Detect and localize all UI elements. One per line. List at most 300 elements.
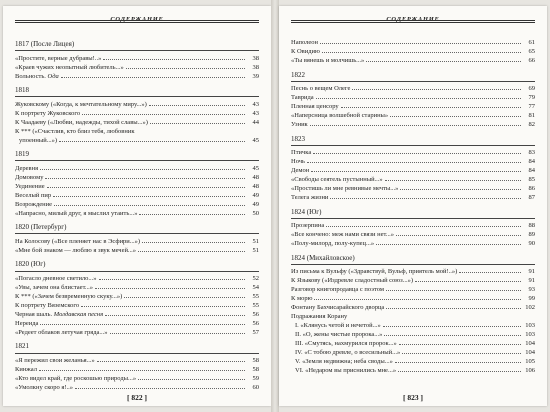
toc-entry <box>15 72 259 81</box>
entry-page-number: 54 <box>252 283 259 291</box>
entry-title <box>291 84 350 93</box>
toc-entry <box>291 193 535 202</box>
entry-page-number: 106 <box>525 367 535 375</box>
entry-title <box>291 339 397 348</box>
toc-section <box>15 40 259 81</box>
entry-title-text: Нереида <box>15 319 39 327</box>
entry-page-number: 91 <box>528 277 535 285</box>
toc-section <box>15 342 259 392</box>
entry-title-italic: Ода <box>47 72 59 80</box>
entry-title <box>291 239 374 248</box>
entry-page-number: 103 <box>525 322 535 330</box>
entry-page-number: 52 <box>252 274 259 282</box>
entry-page-number: 45 <box>252 136 259 144</box>
entry-title-text: К портрету Жуковского <box>15 109 81 117</box>
entry-title-text: упоенный...») <box>19 136 58 144</box>
entry-page-number: 90 <box>528 240 535 248</box>
entry-title <box>291 312 347 321</box>
page-number: [ 822 ] <box>127 393 147 402</box>
section-rule <box>15 160 259 161</box>
running-header <box>279 8 547 26</box>
entry-title <box>15 246 136 255</box>
entry-title <box>291 267 457 276</box>
entry-title <box>15 301 79 310</box>
entry-page-number: 57 <box>252 328 259 336</box>
entry-title-text: Жуковскому («Когда, к мечтательному миру...») <box>15 100 147 108</box>
toc-entry <box>291 330 535 339</box>
entry-page-number: 69 <box>528 85 535 93</box>
entry-title <box>15 100 147 109</box>
dot-leader <box>40 324 245 325</box>
toc-section <box>15 260 259 337</box>
entry-title-text: Телега жизни <box>291 194 329 202</box>
dot-leader <box>314 299 521 300</box>
toc-entry <box>291 285 535 294</box>
entry-page-number: 58 <box>252 356 259 364</box>
entry-title <box>291 175 383 184</box>
entry-title-text: III. «Смутясь, нахмурился пророк...» <box>295 340 397 348</box>
section-year-heading: 1818 <box>15 86 29 95</box>
dot-leader <box>126 68 245 69</box>
dot-leader <box>103 59 245 60</box>
section-rule <box>291 81 535 82</box>
dot-leader <box>310 125 521 126</box>
entry-page-number: 77 <box>528 103 535 111</box>
toc-entry <box>291 294 535 303</box>
entry-title-text: «Ты вянешь и молчишь...» <box>291 57 365 64</box>
toc-entry <box>15 173 259 182</box>
toc-entry <box>15 209 259 218</box>
entry-title-text: VI. «Недаром вы приснились мне...» <box>295 367 397 375</box>
entry-page-number: 39 <box>252 72 259 80</box>
entry-page-number: 99 <box>528 295 535 303</box>
entry-title <box>15 173 43 182</box>
toc-entry <box>291 102 535 111</box>
entry-page-number: 104 <box>525 349 535 357</box>
dot-leader <box>459 272 521 273</box>
toc-entry <box>291 348 535 357</box>
toc-entry <box>15 246 259 255</box>
toc-entry <box>291 120 535 129</box>
dot-leader <box>415 281 521 282</box>
toc-entry <box>291 339 535 348</box>
entry-title-text: Демон <box>291 167 310 175</box>
entry-title <box>15 63 124 72</box>
entry-page-number: 105 <box>525 358 535 366</box>
entry-title-text: К Языкову («Издревле сладостный союз...») <box>291 277 414 285</box>
entry-title <box>15 72 59 81</box>
entry-title <box>291 184 398 193</box>
dot-leader <box>366 61 521 62</box>
toc-section <box>291 135 535 203</box>
header-rule <box>15 20 259 21</box>
entry-page-number: 84 <box>528 167 535 175</box>
entry-title <box>291 166 309 175</box>
dot-leader <box>105 315 245 316</box>
entry-page-number: 43 <box>252 100 259 108</box>
entry-title <box>291 348 400 357</box>
entry-page-number: 51 <box>252 246 259 254</box>
entry-page-number: 55 <box>252 301 259 309</box>
dot-leader <box>142 242 245 243</box>
dot-leader <box>61 77 245 78</box>
entry-page-number: 86 <box>528 185 535 193</box>
dot-leader <box>40 169 245 170</box>
entry-title <box>291 157 305 166</box>
entry-title <box>291 330 382 339</box>
entry-page-number: 58 <box>252 365 259 373</box>
entry-page-number: 50 <box>252 209 259 217</box>
entry-title-text: «Наперсница волшебной старины» <box>291 112 389 120</box>
dot-leader <box>352 89 521 90</box>
entry-title <box>291 93 314 102</box>
entry-title-text: II. «О, жены чистые пророка...» <box>295 331 383 339</box>
toc-entry <box>15 63 259 72</box>
entry-title-text: К портрету Вяземского <box>15 301 80 309</box>
toc-entry <box>15 200 259 209</box>
toc-entry <box>291 312 535 321</box>
dot-leader <box>400 189 521 190</box>
header-rule <box>291 20 535 21</box>
toc-section <box>291 254 535 376</box>
entry-title-text: «Свободы сеятель пустынный...» <box>291 176 383 184</box>
dot-leader <box>99 279 245 280</box>
toc-entry <box>291 221 535 230</box>
toc-entry <box>291 166 535 175</box>
toc-entry <box>15 365 259 374</box>
entry-page-number: 56 <box>252 319 259 327</box>
toc-entry <box>15 319 259 328</box>
entry-page-number: 49 <box>252 200 259 208</box>
section-year-heading: 1817 (После Лицея) <box>15 40 75 48</box>
entry-title-text: Черная шаль. <box>15 310 54 318</box>
entry-page-number: 59 <box>252 374 259 382</box>
book-gutter <box>271 0 279 412</box>
dot-leader <box>124 297 245 298</box>
entry-title <box>15 127 134 136</box>
dot-leader <box>39 370 245 371</box>
entry-page-number: 83 <box>528 149 535 157</box>
toc-entry <box>291 366 535 375</box>
entry-title-text: «Кто видел край, где роскошью природы...» <box>15 374 137 382</box>
section-year-heading: 1823 <box>291 134 305 143</box>
toc-entry <box>15 54 259 63</box>
dot-leader <box>402 353 521 354</box>
toc-entry <box>291 93 535 102</box>
toc-section <box>15 86 259 145</box>
dot-leader <box>395 362 521 363</box>
toc-entry <box>15 274 259 283</box>
dot-leader <box>75 388 245 389</box>
entry-title <box>15 182 45 191</box>
header-rule <box>15 22 259 23</box>
toc-entry <box>15 356 259 365</box>
entry-title-text: V. «Земля недвижна; неба своды...» <box>295 358 393 366</box>
toc-entry <box>15 292 259 301</box>
entry-title-text: «Простите, верные дубравы!..» <box>15 54 102 62</box>
toc-entry <box>291 184 535 193</box>
running-header-title: СОДЕРЖАНИЕ <box>386 16 440 23</box>
entry-page-number: 88 <box>528 222 535 230</box>
entry-page-number: 45 <box>252 164 259 172</box>
toc-entry <box>291 111 535 120</box>
dot-leader <box>383 326 521 327</box>
entry-title <box>15 292 122 301</box>
toc-entry <box>291 230 535 239</box>
entry-title-text: «Краев чужих неопытный любитель...» <box>15 63 124 71</box>
entry-title <box>15 365 37 374</box>
dot-leader <box>384 335 521 336</box>
entry-title-text: Из письма к Вульфу («Здравствуй, Вульф, приятель мой!..») <box>291 268 458 276</box>
dot-leader <box>307 162 521 163</box>
entry-title-text: «Напрасно, милый друг, я мыслил утаить...» <box>15 209 138 217</box>
toc-entry <box>291 303 535 312</box>
entry-title <box>15 136 57 145</box>
dot-leader <box>81 306 245 307</box>
entry-title-text: «Я пережил свои желанья...» <box>15 356 95 364</box>
toc-entry <box>15 283 259 292</box>
entry-title-text: Уединение <box>15 182 45 190</box>
toc-entry <box>15 191 259 200</box>
section-year-heading: 1824 (Юг) <box>291 207 322 216</box>
dot-leader <box>341 107 521 108</box>
entry-page-number: 66 <box>528 57 535 64</box>
entry-title <box>291 276 413 285</box>
toc-entry <box>15 182 259 191</box>
entry-page-number: 38 <box>252 54 259 62</box>
dot-leader <box>110 333 245 334</box>
entry-title <box>15 191 51 200</box>
toc-entry <box>15 118 259 127</box>
section-rule <box>291 264 535 265</box>
entry-title-text: I. «Клянусь четой и нечетой...» <box>295 322 381 330</box>
entry-title-text: Песнь о вещем Олеге <box>291 85 351 93</box>
entry-title <box>15 54 101 63</box>
entry-title-text: «Все кончено: меж нами связи нет...» <box>291 231 394 239</box>
entry-title-text: «Редеет облаков летучая гряда...» <box>15 328 108 336</box>
entry-title-text: К морю <box>291 295 313 303</box>
entry-page-number: 81 <box>528 112 535 120</box>
dot-leader <box>82 114 245 115</box>
left-page <box>3 6 271 406</box>
section-year-heading: 1820 (Юг) <box>15 260 46 269</box>
dot-leader <box>390 116 521 117</box>
entry-title-text: Веселый пир <box>15 191 52 199</box>
entry-title-text: Кинжал <box>15 365 37 373</box>
dot-leader <box>138 251 245 252</box>
entry-title <box>291 221 324 230</box>
entry-page-number: 44 <box>252 118 259 126</box>
entry-title-text: Птичка <box>291 149 312 157</box>
running-header <box>3 8 271 26</box>
entry-title <box>291 321 381 330</box>
dot-leader <box>139 214 245 215</box>
dot-leader <box>53 196 245 197</box>
entry-title <box>15 283 93 292</box>
entry-title <box>15 319 38 328</box>
dot-leader <box>398 371 521 372</box>
dot-leader <box>386 290 521 291</box>
dot-leader <box>316 98 521 99</box>
entry-title-text: Подражания Корану <box>291 313 348 321</box>
entry-title-text: Ночь <box>291 158 306 166</box>
toc-entry <box>291 239 535 248</box>
toc-entry <box>291 84 535 93</box>
toc-entry <box>15 127 259 136</box>
section-rule <box>15 96 259 97</box>
entry-title <box>15 237 140 246</box>
contents-list <box>15 40 259 397</box>
entry-title <box>15 200 52 209</box>
entry-title <box>15 356 95 365</box>
entry-title <box>291 148 311 157</box>
entry-title-text: Фонтану Бахчисарайского дворца <box>291 304 385 312</box>
toc-entry <box>291 357 535 366</box>
entry-title-text: «Полу-милорд, полу-купец...» <box>291 240 375 248</box>
toc-entry <box>15 164 259 173</box>
entry-title <box>15 274 97 283</box>
section-year-heading: 1820 (Петербург) <box>15 223 67 232</box>
entry-page-number: 103 <box>525 331 535 339</box>
dot-leader <box>330 198 521 199</box>
entry-page-number: 61 <box>528 39 535 46</box>
entry-title <box>15 383 73 392</box>
dot-leader <box>47 187 245 188</box>
entry-page-number: 87 <box>528 194 535 202</box>
toc-entry <box>291 321 535 330</box>
entry-page-number: 102 <box>525 304 535 312</box>
toc-entry <box>15 100 259 109</box>
entry-title-text: «Простишь ли мне ревнивые мечты...» <box>291 185 399 193</box>
entry-title-italic: Молдавская песня <box>53 310 104 318</box>
section-year-heading: 1819 <box>15 150 29 159</box>
entry-title <box>291 193 328 202</box>
toc-entry <box>15 301 259 310</box>
dot-leader <box>322 52 521 53</box>
toc-entry <box>15 136 259 145</box>
toc-entry <box>291 56 535 65</box>
entry-title <box>15 164 38 173</box>
entry-title-text: Домовому <box>15 173 44 181</box>
toc-section <box>291 208 535 249</box>
dot-leader <box>326 226 521 227</box>
entry-page-number: 79 <box>528 94 535 102</box>
section-rule <box>291 145 535 146</box>
dot-leader <box>45 178 245 179</box>
entry-title-text: «Умолкну скоро я!..» <box>15 383 74 391</box>
section-rule <box>15 50 259 51</box>
toc-section <box>15 223 259 255</box>
toc-entry <box>15 374 259 383</box>
entry-title <box>15 310 103 319</box>
toc-entry <box>291 276 535 285</box>
section-year-heading: 1821 <box>15 342 29 351</box>
section-year-heading: 1822 <box>291 70 305 79</box>
toc-entry <box>291 38 535 47</box>
entry-page-number: 49 <box>252 191 259 199</box>
entry-title <box>15 374 136 383</box>
entry-title-text: Пленная ценсору <box>291 103 339 111</box>
dot-leader <box>386 308 521 309</box>
entry-page-number: 38 <box>252 63 259 71</box>
toc-entry <box>291 148 535 157</box>
entry-title-text: Разговор книгопродавца с поэтом <box>291 286 384 294</box>
entry-title <box>15 209 137 218</box>
entry-title-text: К *** («Зачем безвременную скуку...») <box>15 292 123 300</box>
entry-title <box>291 357 393 366</box>
entry-title <box>291 294 312 303</box>
toc-entry <box>291 267 535 276</box>
entry-page-number: 65 <box>528 48 535 55</box>
running-header-title: СОДЕРЖАНИЕ <box>110 16 164 23</box>
toc-section <box>291 71 535 130</box>
entry-page-number: 60 <box>252 383 259 391</box>
entry-title <box>291 303 384 312</box>
entry-title-text: Вольность. <box>15 72 48 80</box>
entry-title-text: Прозерпина <box>291 222 325 230</box>
entry-title <box>291 366 396 375</box>
toc-section <box>15 150 259 218</box>
entry-title <box>291 285 384 294</box>
dot-leader <box>320 43 521 44</box>
entry-title-text: «Погасло дневное светило...» <box>15 274 97 282</box>
entry-title-text: К *** («Счастлив, кто близ тебя, любовник <box>15 127 135 135</box>
toc-entry <box>15 383 259 392</box>
section-rule <box>291 218 535 219</box>
toc-entry <box>15 109 259 118</box>
toc-entry <box>15 328 259 337</box>
toc-entry <box>291 175 535 184</box>
entry-title <box>291 111 388 120</box>
dot-leader <box>150 123 245 124</box>
entry-page-number: 82 <box>528 121 535 129</box>
page-number: [ 823 ] <box>403 393 423 402</box>
section-year-heading: 1824 (Михайловское) <box>291 253 355 262</box>
entry-title <box>291 102 339 111</box>
entry-title <box>15 109 80 118</box>
entry-title-text: «Мне бой знаком — люблю я звук мечей...» <box>15 246 137 254</box>
entry-page-number: 43 <box>252 109 259 117</box>
entry-title-text: Таврида <box>291 94 314 102</box>
entry-title <box>291 47 320 56</box>
toc-entry <box>15 237 259 246</box>
right-page <box>279 6 547 406</box>
dot-leader <box>54 205 245 206</box>
entry-title <box>291 38 318 47</box>
entry-title <box>15 118 148 127</box>
dot-leader <box>376 244 521 245</box>
entry-title <box>291 230 394 239</box>
toc-entry <box>15 310 259 319</box>
toc-section <box>291 38 535 65</box>
entry-title <box>291 120 308 129</box>
section-rule <box>15 353 259 354</box>
dot-leader <box>95 288 245 289</box>
entry-page-number: 51 <box>252 237 259 245</box>
entry-title-text: К Чаадаеву («Любви, надежды, тихой славы...») <box>15 118 148 126</box>
entry-title-text: Деревня <box>15 164 39 172</box>
entry-title-text: Узник <box>291 121 308 129</box>
entry-title-text: Наполеон <box>291 39 318 46</box>
entry-title <box>291 56 364 65</box>
entry-page-number: 89 <box>528 231 535 239</box>
dot-leader <box>399 344 521 345</box>
dot-leader <box>97 361 245 362</box>
entry-title-text: IV. «С тобою древле, о всесильный...» <box>295 349 401 357</box>
dot-leader <box>138 379 245 380</box>
dot-leader <box>59 141 245 142</box>
entry-title-text: «Увы, зачем она блистает...» <box>15 283 94 291</box>
